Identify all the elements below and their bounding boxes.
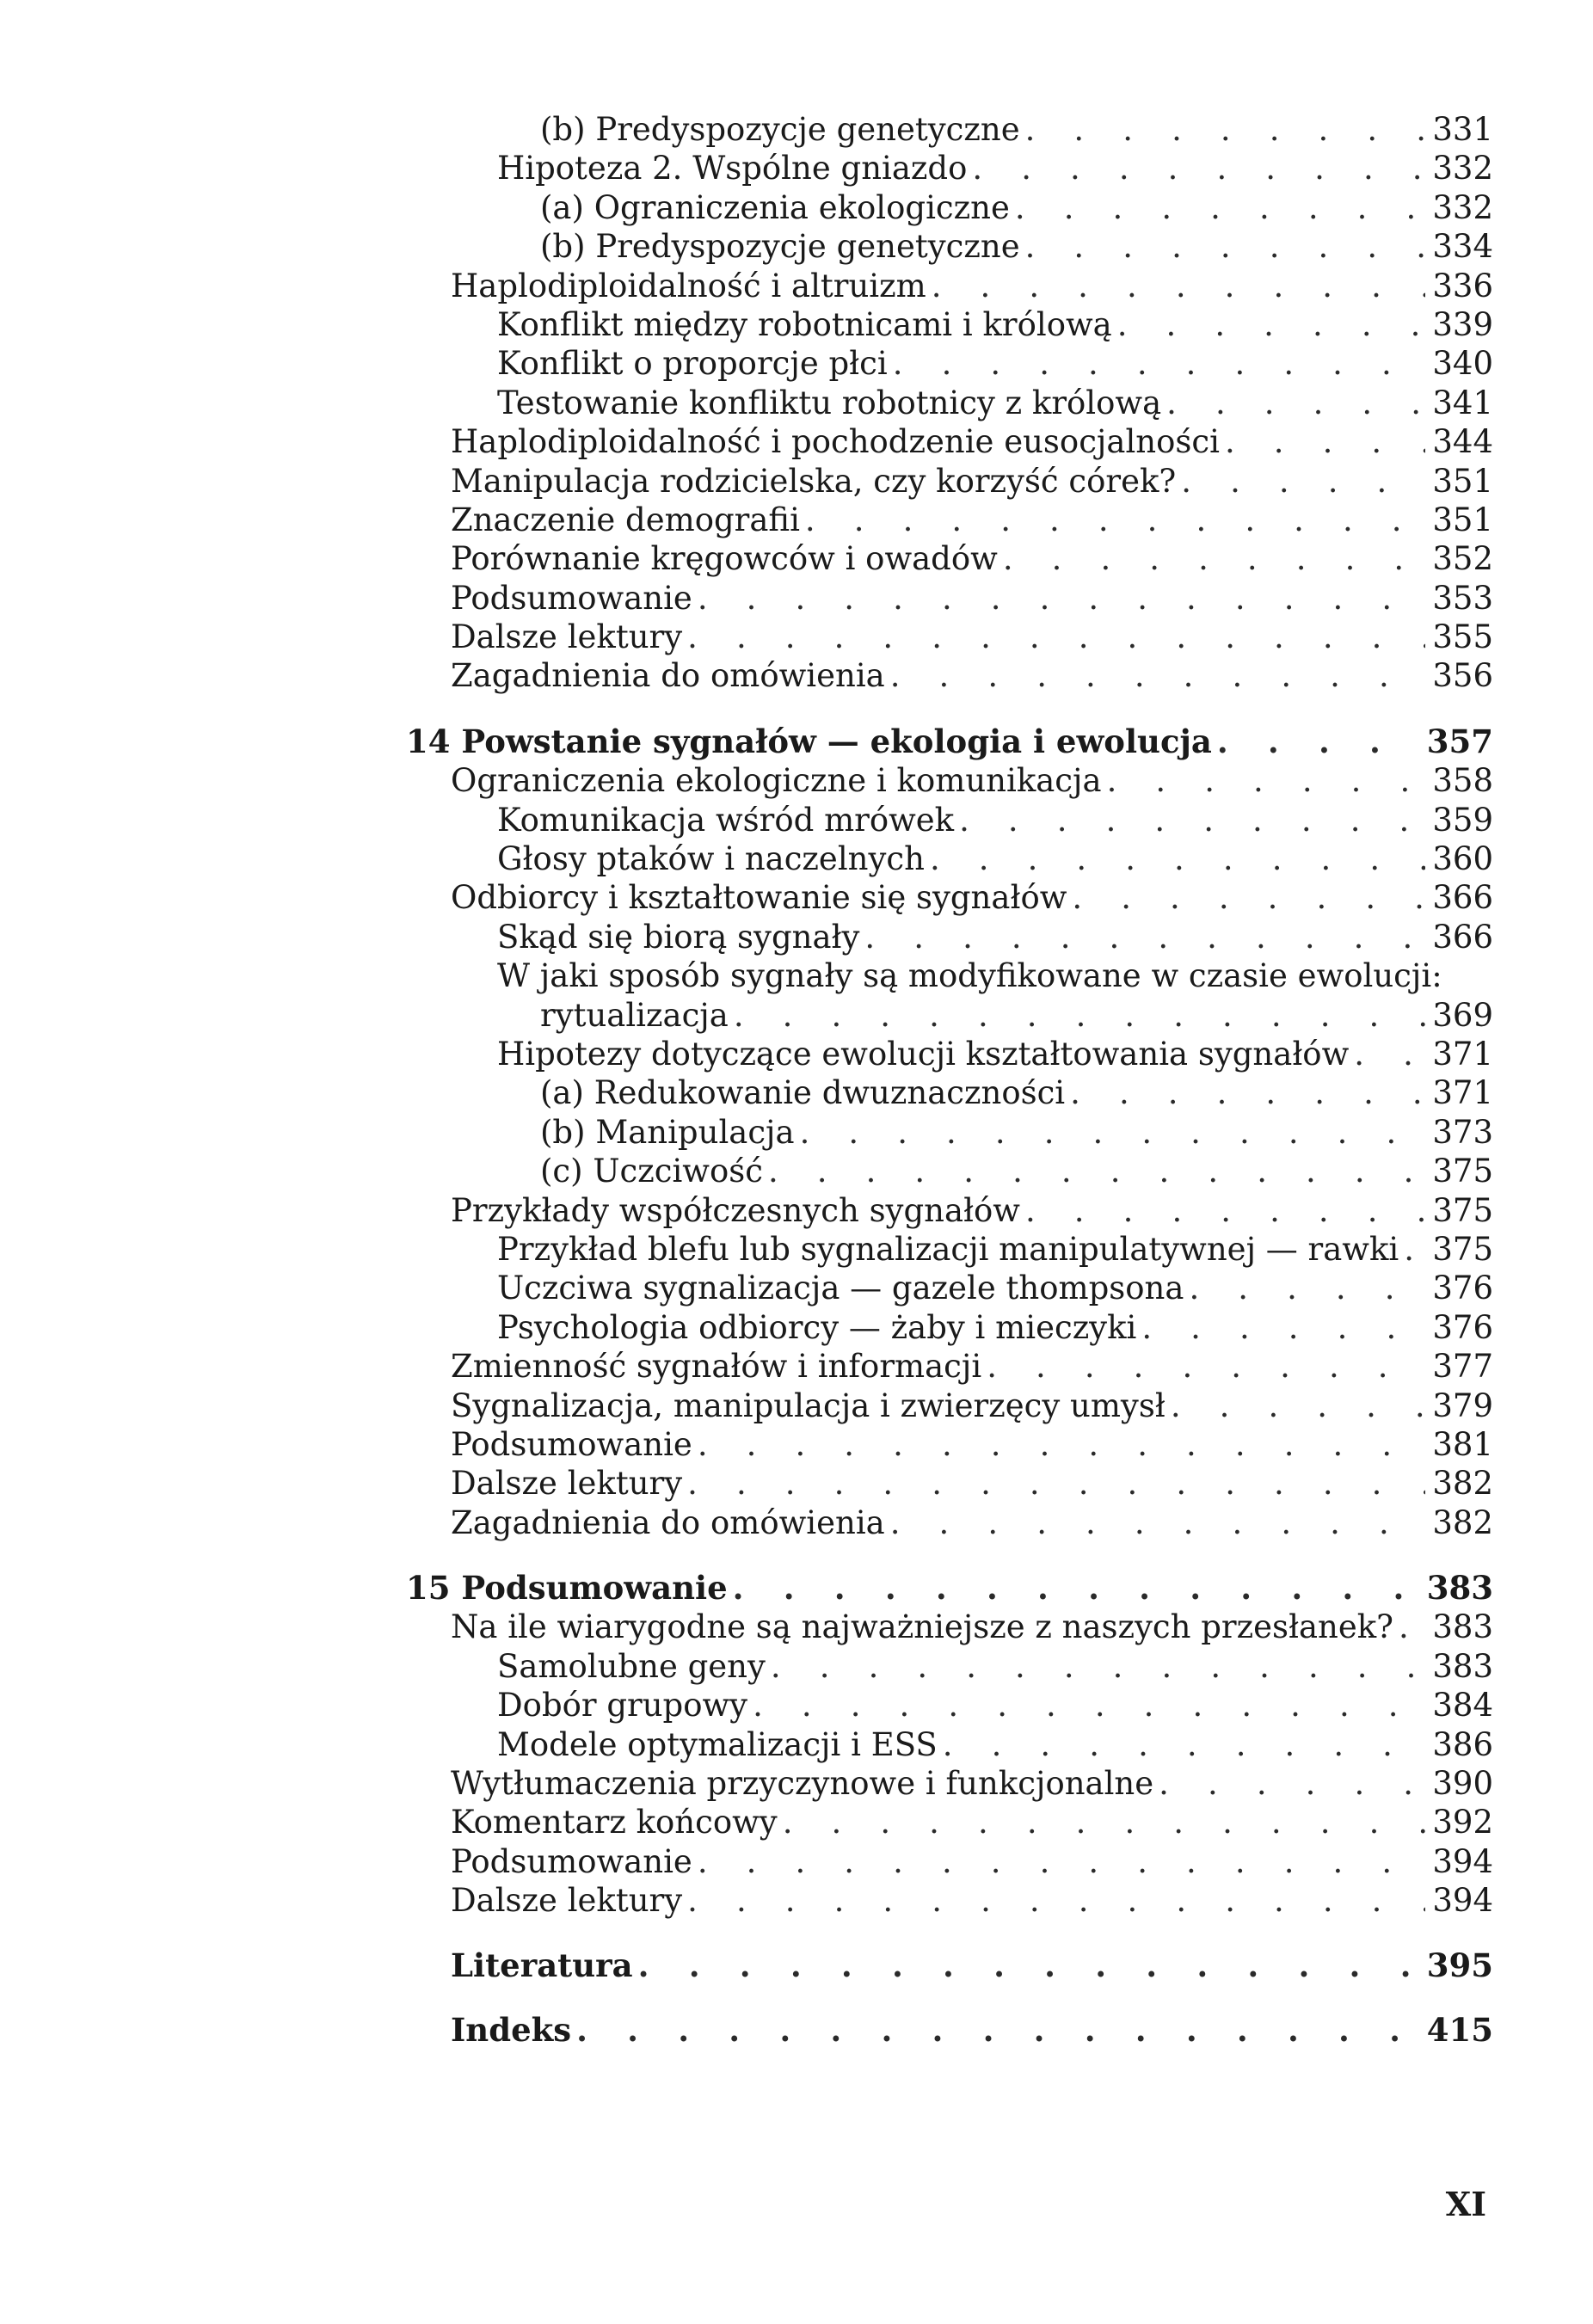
toc-entry xyxy=(406,462,1493,501)
toc-entry-page: 369 xyxy=(1425,996,1493,1035)
toc-entry xyxy=(406,1073,1493,1112)
toc-chapter-title: Literatura xyxy=(451,1946,638,1985)
toc-entry-page: 392 xyxy=(1425,1803,1493,1841)
toc-entry xyxy=(406,1152,1493,1190)
toc-entry xyxy=(406,1803,1493,1841)
toc-entry xyxy=(406,839,1493,878)
toc-entry-page: 381 xyxy=(1425,1425,1493,1464)
dot-leader xyxy=(1003,539,1426,578)
table-of-contents xyxy=(406,110,1493,2050)
toc-entry xyxy=(406,1191,1493,1230)
dot-leader xyxy=(1166,384,1425,422)
toc-entry-title: Ograniczenia ekologiczne i komunikacja xyxy=(451,761,1107,800)
toc-entry xyxy=(406,1269,1493,1307)
toc-entry-page: 355 xyxy=(1425,618,1493,656)
toc-entry xyxy=(406,422,1493,461)
toc-entry-title: Haplodiploidalność i altruizm xyxy=(451,267,932,305)
toc-entry-page: 332 xyxy=(1425,149,1493,188)
dot-leader xyxy=(734,996,1426,1035)
toc-entry-page: 340 xyxy=(1425,344,1493,383)
toc-entry-page: 376 xyxy=(1425,1308,1493,1347)
toc-entry-title: Przykłady współczesnych sygnałów xyxy=(451,1191,1025,1230)
toc-entry-page: 383 xyxy=(1425,1608,1493,1646)
toc-entry-page: 351 xyxy=(1425,501,1493,539)
toc-entry-page: 366 xyxy=(1425,918,1493,956)
toc-entry-page: 386 xyxy=(1425,1725,1493,1764)
toc-entry xyxy=(406,539,1493,578)
toc-entry-title: Psychologia odbiorcy — żaby i mieczyki xyxy=(497,1308,1141,1347)
toc-entry xyxy=(406,1764,1493,1803)
dot-leader xyxy=(698,1425,1426,1464)
dot-leader xyxy=(1171,1386,1426,1425)
dot-leader xyxy=(1404,1230,1425,1269)
toc-entry-title: Sygnalizacja, manipulacja i zwierzęcy umysł xyxy=(451,1386,1171,1425)
dot-leader xyxy=(733,1569,1420,1608)
dot-leader xyxy=(800,1113,1426,1152)
dot-leader xyxy=(768,1152,1425,1190)
dot-leader xyxy=(687,618,1425,656)
toc-entry-page: 384 xyxy=(1425,1686,1493,1725)
dot-leader xyxy=(1189,1269,1425,1307)
toc-entry-page: 341 xyxy=(1425,384,1493,422)
dot-leader xyxy=(1025,110,1426,149)
toc-entry-title: Samolubne geny xyxy=(497,1647,771,1686)
toc-entry-page: 344 xyxy=(1425,422,1493,461)
dot-leader xyxy=(687,1881,1425,1920)
toc-entry xyxy=(406,996,1493,1035)
toc-entry-page: 375 xyxy=(1425,1152,1493,1190)
toc-entry-page: 376 xyxy=(1425,1269,1493,1307)
toc-entry xyxy=(406,227,1493,266)
dot-leader xyxy=(1159,1764,1425,1803)
dot-leader xyxy=(1025,227,1426,266)
toc-entry xyxy=(406,149,1493,188)
toc-entry-title: Podsumowanie xyxy=(451,1842,698,1881)
toc-entry-title: Zagadnienia do omówienia xyxy=(451,1503,890,1542)
toc-entry-page: 366 xyxy=(1425,878,1493,917)
toc-entry xyxy=(406,1725,1493,1764)
toc-chapter-page: 395 xyxy=(1420,1946,1493,1985)
toc-entry xyxy=(406,1686,1493,1725)
toc-entry-page: 353 xyxy=(1425,579,1493,618)
toc-entry-title: Przykład blefu lub sygnalizacji manipulatywnej — rawki xyxy=(497,1230,1404,1269)
dot-leader xyxy=(1217,722,1420,761)
toc-entry-title: Konflikt między robotnicami i królową xyxy=(497,305,1117,344)
dot-leader xyxy=(959,801,1425,839)
toc-entry-title: Dalsze lektury xyxy=(451,1464,687,1503)
dot-leader xyxy=(893,344,1426,383)
toc-entry xyxy=(406,918,1493,956)
dot-leader xyxy=(1181,462,1425,501)
toc-chapter-title: 14 Powstanie sygnałów — ekologia i ewolucja xyxy=(406,722,1217,761)
toc-entry-title: (c) Uczciwość xyxy=(540,1152,768,1190)
toc-entry-page: 390 xyxy=(1425,1764,1493,1803)
dot-leader xyxy=(698,579,1426,618)
toc-entry-page: 332 xyxy=(1425,188,1493,227)
toc-entry xyxy=(406,1647,1493,1686)
toc-entry-title: Znaczenie demografii xyxy=(451,501,805,539)
toc-entry-title: Dobór grupowy xyxy=(497,1686,753,1725)
toc-entry-title: Testowanie konfliktu robotnicy z królową xyxy=(497,384,1166,422)
toc-entry-title: Porównanie kręgowców i owadów xyxy=(451,539,1003,578)
toc-entry-title: Konflikt o proporcje płci xyxy=(497,344,893,383)
dot-leader xyxy=(771,1647,1425,1686)
toc-entry xyxy=(406,110,1493,149)
toc-entry xyxy=(406,956,1493,995)
toc-entry-title: Dalsze lektury xyxy=(451,618,687,656)
toc-index xyxy=(406,2011,1493,2050)
dot-leader xyxy=(1072,878,1425,917)
toc-entry-title: Komentarz końcowy xyxy=(451,1803,783,1841)
toc-chapter-page: 383 xyxy=(1420,1569,1493,1608)
toc-chapter-title: 15 Podsumowanie xyxy=(406,1569,733,1608)
toc-entry-title: Modele optymalizacji i ESS xyxy=(497,1725,943,1764)
toc-entry xyxy=(406,267,1493,305)
dot-leader xyxy=(576,2011,1420,2050)
toc-chapter-page: 415 xyxy=(1420,2011,1493,2050)
toc-entry-page: 334 xyxy=(1425,227,1493,266)
toc-entry xyxy=(406,344,1493,383)
toc-entry xyxy=(406,1230,1493,1269)
dot-leader xyxy=(1070,1073,1425,1112)
toc-entry xyxy=(406,1503,1493,1542)
toc-entry xyxy=(406,501,1493,539)
toc-entry-title: (b) Predyspozycje genetyczne xyxy=(540,227,1025,266)
toc-entry-page: 356 xyxy=(1425,656,1493,695)
dot-leader xyxy=(972,149,1425,188)
toc-entry-title: Wytłumaczenia przyczynowe i funkcjonalne xyxy=(451,1764,1159,1803)
toc-entry xyxy=(406,1113,1493,1152)
dot-leader xyxy=(1141,1308,1425,1347)
dot-leader xyxy=(1015,188,1425,227)
toc-entry-title: Na ile wiarygodne są najważniejsze z naszych przesłanek? xyxy=(451,1608,1399,1646)
dot-leader xyxy=(932,267,1426,305)
toc-entry-page: 375 xyxy=(1425,1191,1493,1230)
dot-leader xyxy=(890,656,1426,695)
page-number: XI xyxy=(1445,2185,1486,2223)
toc-entry xyxy=(406,1308,1493,1347)
toc-entry-page: 339 xyxy=(1425,305,1493,344)
toc-entry xyxy=(406,1425,1493,1464)
dot-leader xyxy=(987,1347,1425,1386)
dot-leader xyxy=(930,839,1425,878)
toc-entry-page: 336 xyxy=(1425,267,1493,305)
toc-chapter-title: Indeks xyxy=(451,2011,576,2050)
toc-entry-title: Zmienność sygnałów i informacji xyxy=(451,1347,987,1386)
toc-entry-title: Uczciwa sygnalizacja — gazele thompsona xyxy=(497,1269,1189,1307)
toc-entry xyxy=(406,878,1493,917)
dot-leader xyxy=(1107,761,1426,800)
toc-entry xyxy=(406,1881,1493,1920)
toc-literature xyxy=(406,1946,1493,1985)
toc-entry xyxy=(406,1035,1493,1073)
toc-entry xyxy=(406,1347,1493,1386)
toc-entry-title: rytualizacja xyxy=(540,996,734,1035)
toc-entry-page: 377 xyxy=(1425,1347,1493,1386)
toc-entry-title: Haplodiploidalność i pochodzenie eusocjalności xyxy=(451,422,1225,461)
dot-leader xyxy=(1225,422,1425,461)
toc-entry-page: 373 xyxy=(1425,1113,1493,1152)
toc-entry-title: (b) Predyspozycje genetyczne xyxy=(540,110,1025,149)
toc-entry-page: 383 xyxy=(1425,1647,1493,1686)
toc-entry-title: Manipulacja rodzicielska, czy korzyść córek? xyxy=(451,462,1181,501)
toc-entry xyxy=(406,305,1493,344)
dot-leader xyxy=(1117,305,1426,344)
dot-leader xyxy=(805,501,1425,539)
toc-entry-title: Podsumowanie xyxy=(451,579,698,618)
toc-entry-page: 382 xyxy=(1425,1503,1493,1542)
toc-entry xyxy=(406,801,1493,839)
toc-entry-title: Głosy ptaków i naczelnych xyxy=(497,839,930,878)
toc-entry-page: 394 xyxy=(1425,1842,1493,1881)
toc-chapter-14 xyxy=(406,722,1493,761)
toc-entry-title: (b) Manipulacja xyxy=(540,1113,800,1152)
toc-entry xyxy=(406,1386,1493,1425)
dot-leader xyxy=(864,918,1425,956)
toc-chapter-15 xyxy=(406,1569,1493,1608)
dot-leader xyxy=(890,1503,1426,1542)
toc-entry-title: Podsumowanie xyxy=(451,1425,698,1464)
toc-entry-page: 359 xyxy=(1425,801,1493,839)
toc-entry-page: 331 xyxy=(1425,110,1493,149)
toc-entry-page: 351 xyxy=(1425,462,1493,501)
dot-leader xyxy=(1399,1608,1425,1646)
toc-entry xyxy=(406,188,1493,227)
dot-leader xyxy=(638,1946,1420,1985)
toc-entry-title: (a) Ograniczenia ekologiczne xyxy=(540,188,1015,227)
toc-entry xyxy=(406,656,1493,695)
toc-entry-title: Skąd się biorą sygnały xyxy=(497,918,864,956)
toc-entry-page: 358 xyxy=(1425,761,1493,800)
toc-entry xyxy=(406,384,1493,422)
toc-entry-page: 371 xyxy=(1425,1035,1493,1073)
dot-leader xyxy=(753,1686,1425,1725)
toc-entry-title: Odbiorcy i kształtowanie się sygnałów xyxy=(451,878,1072,917)
toc-entry-title: Hipoteza 2. Wspólne gniazdo xyxy=(497,149,972,188)
toc-entry xyxy=(406,579,1493,618)
toc-entry xyxy=(406,618,1493,656)
toc-entry-title: Zagadnienia do omówienia xyxy=(451,656,890,695)
toc-entry-page: 382 xyxy=(1425,1464,1493,1503)
toc-chapter-page: 357 xyxy=(1420,722,1493,761)
toc-entry-title: Hipotezy dotyczące ewolucji kształtowania sygnałów xyxy=(497,1035,1354,1073)
toc-entry-page: 394 xyxy=(1425,1881,1493,1920)
toc-entry xyxy=(406,1842,1493,1881)
dot-leader xyxy=(698,1842,1426,1881)
toc-entry-page: 360 xyxy=(1425,839,1493,878)
toc-entry-page: 375 xyxy=(1425,1230,1493,1269)
toc-entry xyxy=(406,1464,1493,1503)
toc-entry-page: 352 xyxy=(1425,539,1493,578)
dot-leader xyxy=(1025,1191,1425,1230)
dot-leader xyxy=(687,1464,1425,1503)
dot-leader xyxy=(783,1803,1426,1841)
toc-entry-page: 379 xyxy=(1425,1386,1493,1425)
toc-entry-title: Dalsze lektury xyxy=(451,1881,687,1920)
dot-leader xyxy=(943,1725,1426,1764)
dot-leader xyxy=(1354,1035,1425,1073)
toc-entry xyxy=(406,761,1493,800)
toc-entry xyxy=(406,1608,1493,1646)
toc-entry-title: Komunikacja wśród mrówek xyxy=(497,801,959,839)
toc-entry-title: (a) Redukowanie dwuznaczności xyxy=(540,1073,1070,1112)
toc-entry-page: 371 xyxy=(1425,1073,1493,1112)
toc-entry-title: W jaki sposób sygnały są modyfikowane w czasie ewolucji: xyxy=(497,957,1448,994)
